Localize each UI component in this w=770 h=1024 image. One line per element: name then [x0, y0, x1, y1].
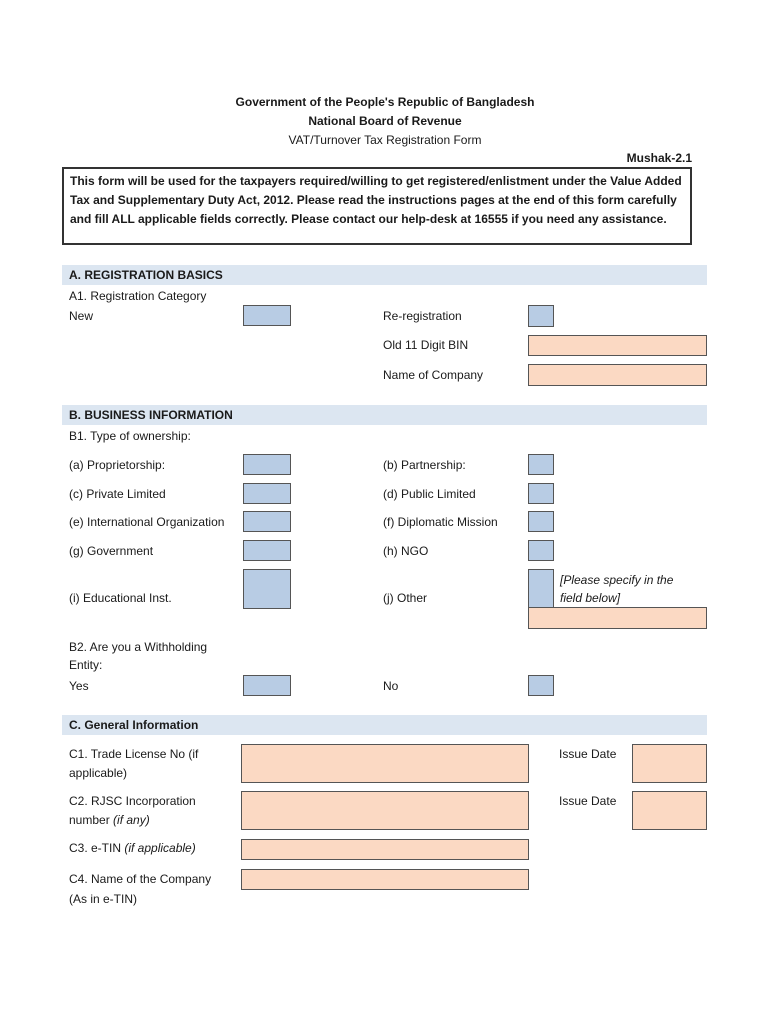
header-form-title: VAT/Turnover Tax Registration Form	[288, 133, 482, 147]
section-c-header: C. General Information	[62, 715, 707, 735]
b2-label-line2: Entity:	[69, 658, 103, 672]
c4-label-line1: C4. Name of the Company	[69, 872, 212, 886]
c2-label-line2	[69, 811, 150, 830]
c2-label-line1: C2. RJSC Incorporation	[69, 794, 196, 808]
header-government: Government of the People's Republic of Bangladesh	[235, 95, 535, 109]
etin-field[interactable]	[241, 839, 529, 860]
specify-note-line1: [Please specify in the	[560, 573, 674, 587]
other-specify-field[interactable]	[528, 607, 707, 629]
opt-d-label: (d) Public Limited	[383, 487, 476, 501]
c3-label	[69, 839, 196, 858]
old-bin-label: Old 11 Digit BIN	[383, 338, 469, 352]
rjsc-number-field[interactable]	[241, 791, 529, 830]
withholding-no-checkbox[interactable]	[528, 675, 554, 696]
instructions-notice: This form will be used for the taxpayers required/willing to get registered/enlistment under the Value Added Tax and Supplementary Duty Act, 2012. Please read the instructions pages at the end of this form carefully and fill ALL applicable fields correctly. Please contact our help-desk at 16555 if you need any assistance.	[62, 167, 692, 245]
c3-if-applicable-text: (if applicable)	[124, 841, 196, 855]
header-board: National Board of Revenue	[308, 114, 462, 128]
opt-j-label: (j) Other	[383, 591, 428, 605]
opt-g-label: (g) Government	[69, 544, 154, 558]
c4-label-line2: (As in e-TIN)	[69, 892, 138, 906]
opt-c-checkbox[interactable]	[243, 483, 291, 504]
opt-g-checkbox[interactable]	[243, 540, 291, 561]
c2-number-text: number	[69, 813, 114, 827]
a1-label: A1. Registration Category	[69, 289, 207, 303]
section-b-header: B. BUSINESS INFORMATION	[62, 405, 707, 425]
company-name-etin-field[interactable]	[241, 869, 529, 890]
company-name-label: Name of Company	[383, 368, 484, 382]
no-label: No	[383, 679, 399, 693]
opt-d-checkbox[interactable]	[528, 483, 554, 504]
form-code: Mushak-2.1	[626, 151, 692, 165]
opt-c-label: (c) Private Limited	[69, 487, 166, 501]
old-bin-field[interactable]	[528, 335, 707, 356]
trade-license-issue-date-field[interactable]	[632, 744, 707, 783]
new-checkbox[interactable]	[243, 305, 291, 326]
opt-i-label: (i) Educational Inst.	[69, 591, 172, 605]
yes-label: Yes	[69, 679, 89, 693]
issue-date-label-2: Issue Date	[559, 794, 617, 808]
opt-f-label: (f) Diplomatic Mission	[383, 515, 498, 529]
opt-i-checkbox[interactable]	[243, 569, 291, 609]
opt-h-checkbox[interactable]	[528, 540, 554, 561]
rjsc-issue-date-field[interactable]	[632, 791, 707, 830]
c3-etin-text: C3. e-TIN	[69, 841, 125, 855]
b1-label: B1. Type of ownership:	[69, 429, 191, 443]
c1-label-line1: C1. Trade License No (if	[69, 747, 199, 761]
specify-note-line2: field below]	[560, 591, 621, 605]
opt-e-checkbox[interactable]	[243, 511, 291, 532]
opt-a-label: (a) Proprietorship:	[69, 458, 166, 472]
opt-a-checkbox[interactable]	[243, 454, 291, 475]
c2-if-any-text: (if any)	[113, 813, 150, 827]
b2-label-line1: B2. Are you a Withholding	[69, 640, 208, 654]
issue-date-label-1: Issue Date	[559, 747, 617, 761]
c1-label-line2: applicable)	[69, 766, 128, 780]
opt-f-checkbox[interactable]	[528, 511, 554, 532]
opt-h-label: (h) NGO	[383, 544, 429, 558]
company-name-field[interactable]	[528, 364, 707, 386]
reregistration-label: Re-registration	[383, 309, 462, 323]
new-label: New	[69, 309, 94, 323]
trade-license-field[interactable]	[241, 744, 529, 783]
section-a-header: A. REGISTRATION BASICS	[62, 265, 707, 285]
reregistration-checkbox[interactable]	[528, 305, 554, 327]
opt-b-checkbox[interactable]	[528, 454, 554, 475]
opt-b-label: (b) Partnership:	[383, 458, 466, 472]
opt-j-checkbox[interactable]	[528, 569, 554, 609]
withholding-yes-checkbox[interactable]	[243, 675, 291, 696]
opt-e-label: (e) International Organization	[69, 515, 225, 529]
